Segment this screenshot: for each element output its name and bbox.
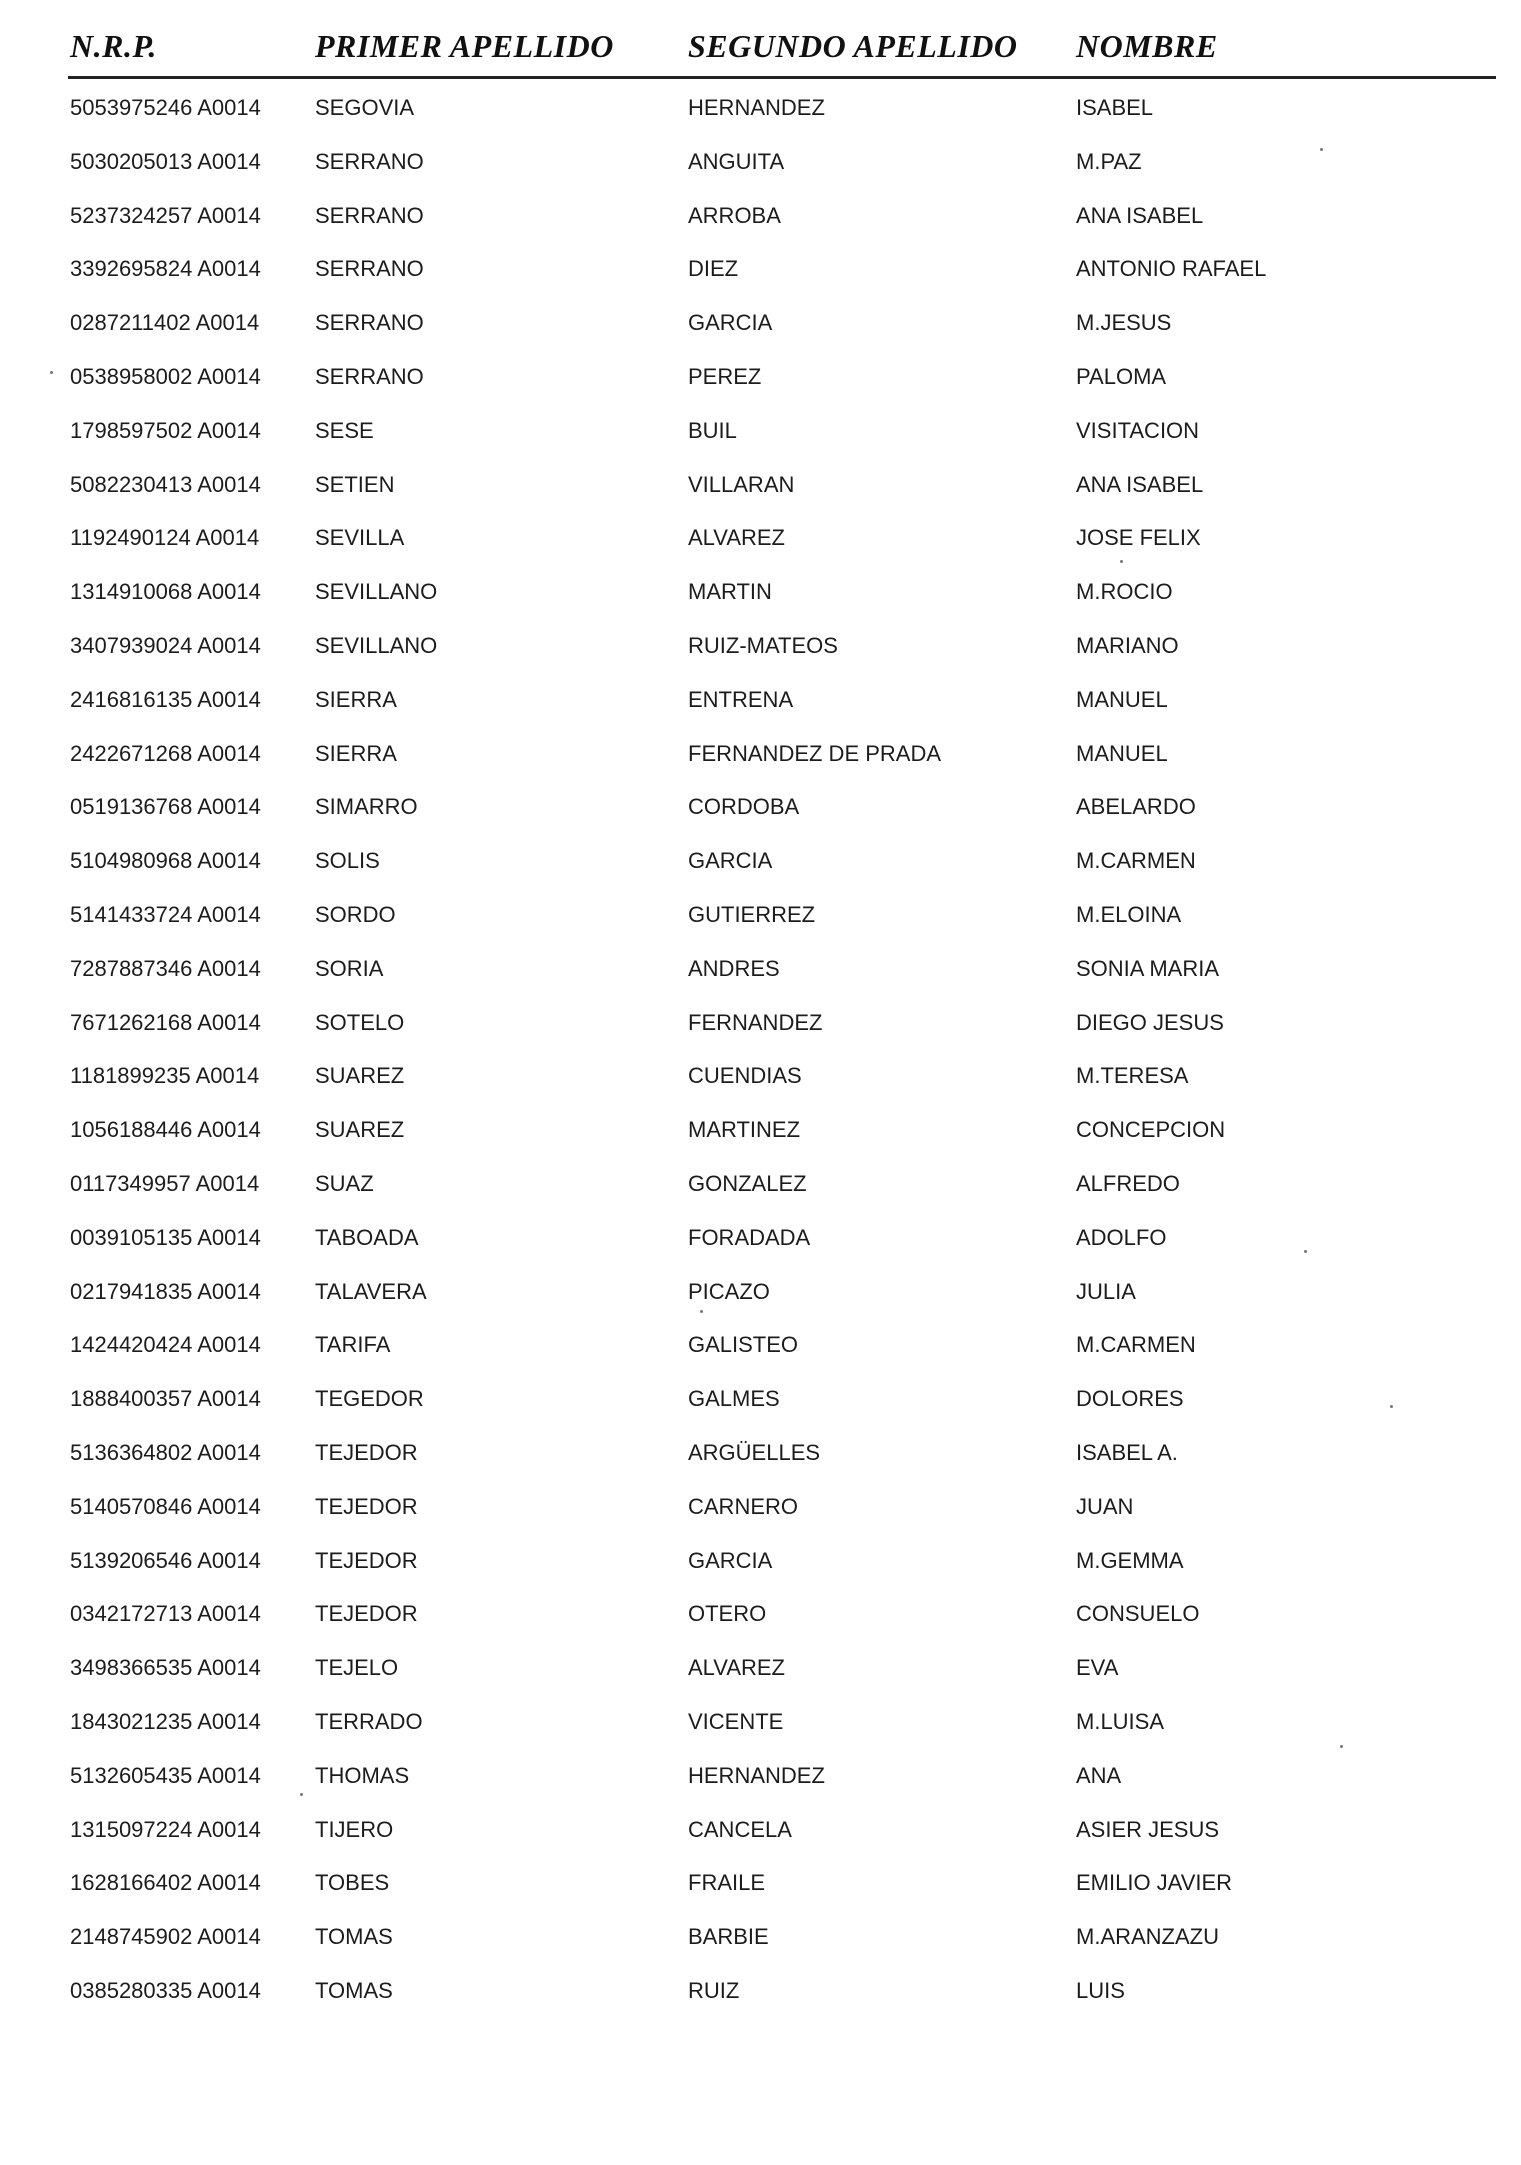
table-row — [0, 1056, 1521, 1096]
cell-segundo-apellido: GONZALEZ — [688, 1171, 807, 1196]
cell-nombre: LUIS — [1076, 1978, 1125, 2003]
cell-primer-apellido: SEVILLANO — [315, 633, 438, 658]
cell-segundo-apellido: FRAILE — [688, 1870, 766, 1895]
cell-primer-apellido: TEJEDOR — [315, 1494, 418, 1519]
table-row — [0, 949, 1521, 989]
cell-primer-apellido: TEJELO — [315, 1655, 399, 1680]
cell-nrp: 5104980968 A0014 — [70, 848, 261, 873]
cell-nrp: 5139206546 A0014 — [70, 1548, 261, 1573]
cell-nrp: 2148745902 A0014 — [70, 1924, 261, 1949]
cell-nrp: 5136364802 A0014 — [70, 1440, 261, 1465]
cell-nrp: 0117349957 A0014 — [70, 1171, 260, 1196]
table-row — [0, 1218, 1521, 1258]
cell-primer-apellido: SOLIS — [315, 848, 380, 873]
cell-nrp: 7671262168 A0014 — [70, 1010, 261, 1035]
table-row — [0, 1863, 1521, 1903]
cell-primer-apellido: THOMAS — [315, 1763, 410, 1788]
scan-speck — [300, 1793, 303, 1796]
cell-nombre: ANA — [1076, 1763, 1122, 1788]
cell-nrp: 2416816135 A0014 — [70, 687, 261, 712]
cell-nombre: M.CARMEN — [1076, 848, 1196, 873]
cell-primer-apellido: SUAZ — [315, 1171, 374, 1196]
cell-nombre: M.JESUS — [1076, 310, 1172, 335]
cell-nrp: 1628166402 A0014 — [70, 1870, 261, 1895]
table-row — [0, 734, 1521, 774]
table-row — [0, 1971, 1521, 2011]
cell-segundo-apellido: ANGUITA — [688, 149, 785, 174]
table-row — [0, 1702, 1521, 1742]
cell-segundo-apellido: GALISTEO — [688, 1332, 799, 1357]
cell-segundo-apellido: ALVAREZ — [688, 525, 785, 550]
cell-primer-apellido: SESE — [315, 418, 374, 443]
table-row — [0, 1756, 1521, 1796]
cell-segundo-apellido: GUTIERREZ — [688, 902, 816, 927]
cell-nombre: ISABEL — [1076, 95, 1154, 120]
cell-nrp: 1798597502 A0014 — [70, 418, 261, 443]
cell-nrp: 0217941835 A0014 — [70, 1279, 261, 1304]
cell-nombre: JOSE FELIX — [1076, 525, 1201, 550]
cell-segundo-apellido: GARCIA — [688, 848, 773, 873]
cell-primer-apellido: SETIEN — [315, 472, 395, 497]
cell-nrp: 1181899235 A0014 — [70, 1063, 260, 1088]
table-row — [0, 518, 1521, 558]
cell-segundo-apellido: VICENTE — [688, 1709, 784, 1734]
cell-nombre: JUAN — [1076, 1494, 1134, 1519]
cell-primer-apellido: SEGOVIA — [315, 95, 415, 120]
cell-nrp: 0342172713 A0014 — [70, 1601, 261, 1626]
cell-nrp: 0519136768 A0014 — [70, 794, 261, 819]
cell-nombre: ANA ISABEL — [1076, 472, 1204, 497]
cell-primer-apellido: TEGEDOR — [315, 1386, 424, 1411]
cell-nrp: 1315097224 A0014 — [70, 1817, 261, 1842]
cell-primer-apellido: TERRADO — [315, 1709, 423, 1734]
cell-nombre: ASIER JESUS — [1076, 1817, 1220, 1842]
cell-segundo-apellido: OTERO — [688, 1601, 767, 1626]
table-row — [0, 787, 1521, 827]
cell-primer-apellido: SERRANO — [315, 203, 424, 228]
table-row — [0, 1648, 1521, 1688]
cell-primer-apellido: TARIFA — [315, 1332, 391, 1357]
cell-primer-apellido: SIERRA — [315, 687, 397, 712]
cell-nrp: 5082230413 A0014 — [70, 472, 261, 497]
cell-primer-apellido: TALAVERA — [315, 1279, 427, 1304]
cell-nrp: 5141433724 A0014 — [70, 902, 261, 927]
cell-nombre: DOLORES — [1076, 1386, 1184, 1411]
cell-primer-apellido: SOTELO — [315, 1010, 405, 1035]
cell-nrp: 3392695824 A0014 — [70, 256, 261, 281]
cell-nrp: 5030205013 A0014 — [70, 149, 261, 174]
cell-segundo-apellido: VILLARAN — [688, 472, 795, 497]
cell-nombre: VISITACION — [1076, 418, 1200, 443]
scan-speck — [1120, 560, 1123, 563]
table-row — [0, 1541, 1521, 1581]
cell-segundo-apellido: PICAZO — [688, 1279, 770, 1304]
cell-primer-apellido: SERRANO — [315, 149, 424, 174]
cell-nrp: 0538958002 A0014 — [70, 364, 261, 389]
cell-segundo-apellido: FERNANDEZ — [688, 1010, 823, 1035]
scan-speck — [1390, 1405, 1393, 1408]
cell-nrp: 3407939024 A0014 — [70, 633, 261, 658]
cell-segundo-apellido: PEREZ — [688, 364, 762, 389]
cell-primer-apellido: SERRANO — [315, 310, 424, 335]
table-row — [0, 142, 1521, 182]
cell-nrp: 1424420424 A0014 — [70, 1332, 261, 1357]
cell-nrp: 0039105135 A0014 — [70, 1225, 261, 1250]
cell-nombre: MANUEL — [1076, 741, 1168, 766]
scan-speck — [50, 371, 53, 374]
scan-speck — [1320, 148, 1323, 151]
cell-nombre: M.CARMEN — [1076, 1332, 1196, 1357]
cell-segundo-apellido: ARROBA — [688, 203, 781, 228]
cell-primer-apellido: TEJEDOR — [315, 1440, 418, 1465]
cell-primer-apellido: SERRANO — [315, 364, 424, 389]
header-segundo-apellido: SEGUNDO APELLIDO — [688, 28, 1018, 64]
cell-segundo-apellido: ENTRENA — [688, 687, 794, 712]
cell-nrp: 5237324257 A0014 — [70, 203, 261, 228]
table-row — [0, 1487, 1521, 1527]
table-row — [0, 895, 1521, 935]
table-row — [0, 1917, 1521, 1957]
cell-segundo-apellido: MARTIN — [688, 579, 772, 604]
cell-nrp: 1314910068 A0014 — [70, 579, 261, 604]
cell-nrp: 2422671268 A0014 — [70, 741, 261, 766]
table-row — [0, 303, 1521, 343]
cell-nombre: M.PAZ — [1076, 149, 1142, 174]
cell-nombre: M.ROCIO — [1076, 579, 1173, 604]
cell-primer-apellido: SORDO — [315, 902, 396, 927]
cell-nrp: 0385280335 A0014 — [70, 1978, 261, 2003]
table-row — [0, 841, 1521, 881]
cell-primer-apellido: SEVILLA — [315, 525, 405, 550]
cell-primer-apellido: TIJERO — [315, 1817, 394, 1842]
cell-segundo-apellido: ANDRES — [688, 956, 780, 981]
cell-nombre: EMILIO JAVIER — [1076, 1870, 1233, 1895]
cell-nombre: CONCEPCION — [1076, 1117, 1226, 1142]
table-row — [0, 1110, 1521, 1150]
cell-primer-apellido: SUAREZ — [315, 1117, 405, 1142]
cell-primer-apellido: SIERRA — [315, 741, 397, 766]
table-row — [0, 196, 1521, 236]
cell-nrp: 3498366535 A0014 — [70, 1655, 261, 1680]
table-row — [0, 572, 1521, 612]
cell-primer-apellido: TABOADA — [315, 1225, 419, 1250]
cell-nombre: DIEGO JESUS — [1076, 1010, 1224, 1035]
cell-segundo-apellido: GARCIA — [688, 310, 773, 335]
cell-segundo-apellido: MARTINEZ — [688, 1117, 801, 1142]
cell-nombre: ADOLFO — [1076, 1225, 1167, 1250]
table-row — [0, 411, 1521, 451]
cell-segundo-apellido: HERNANDEZ — [688, 95, 825, 120]
table-row — [0, 88, 1521, 128]
cell-segundo-apellido: ARGÜELLES — [688, 1440, 821, 1465]
table-row — [0, 1272, 1521, 1312]
cell-segundo-apellido: BUIL — [688, 418, 737, 443]
cell-primer-apellido: TOMAS — [315, 1924, 393, 1949]
cell-nrp: 5140570846 A0014 — [70, 1494, 261, 1519]
table-row — [0, 680, 1521, 720]
cell-nrp: 1192490124 A0014 — [70, 525, 260, 550]
table-row — [0, 1810, 1521, 1850]
cell-nombre: ABELARDO — [1076, 794, 1196, 819]
cell-nombre: M.ARANZAZU — [1076, 1924, 1219, 1949]
table-row — [0, 1164, 1521, 1204]
cell-primer-apellido: SORIA — [315, 956, 384, 981]
cell-segundo-apellido: CORDOBA — [688, 794, 800, 819]
table-header — [0, 28, 1521, 72]
table-row — [0, 357, 1521, 397]
cell-segundo-apellido: HERNANDEZ — [688, 1763, 825, 1788]
header-divider — [68, 76, 1496, 79]
table-row — [0, 1325, 1521, 1365]
cell-nrp: 5053975246 A0014 — [70, 95, 261, 120]
header-nombre: NOMBRE — [1076, 28, 1218, 64]
table-row — [0, 1003, 1521, 1043]
cell-nombre: ISABEL A. — [1076, 1440, 1178, 1465]
cell-primer-apellido: SIMARRO — [315, 794, 418, 819]
cell-segundo-apellido: FORADADA — [688, 1225, 811, 1250]
cell-nrp: 1888400357 A0014 — [70, 1386, 261, 1411]
cell-nrp: 5132605435 A0014 — [70, 1763, 261, 1788]
cell-primer-apellido: SUAREZ — [315, 1063, 405, 1088]
cell-segundo-apellido: CUENDIAS — [688, 1063, 802, 1088]
cell-nrp: 1056188446 A0014 — [70, 1117, 261, 1142]
cell-primer-apellido: TEJEDOR — [315, 1548, 418, 1573]
cell-segundo-apellido: RUIZ — [688, 1978, 740, 2003]
table-row — [0, 1379, 1521, 1419]
scan-speck — [700, 1310, 703, 1313]
cell-primer-apellido: TEJEDOR — [315, 1601, 418, 1626]
cell-nombre: CONSUELO — [1076, 1601, 1200, 1626]
cell-nombre: M.GEMMA — [1076, 1548, 1184, 1573]
header-primer-apellido: PRIMER APELLIDO — [315, 28, 614, 64]
cell-segundo-apellido: BARBIE — [688, 1924, 769, 1949]
cell-segundo-apellido: DIEZ — [688, 256, 739, 281]
cell-segundo-apellido: GALMES — [688, 1386, 780, 1411]
cell-nrp: 1843021235 A0014 — [70, 1709, 261, 1734]
cell-nombre: ANTONIO RAFAEL — [1076, 256, 1267, 281]
header-nrp: N.R.P. — [70, 28, 157, 64]
cell-nombre: PALOMA — [1076, 364, 1167, 389]
cell-nombre: M.TERESA — [1076, 1063, 1189, 1088]
cell-nombre: MARIANO — [1076, 633, 1179, 658]
cell-segundo-apellido: CANCELA — [688, 1817, 792, 1842]
cell-primer-apellido: TOMAS — [315, 1978, 393, 2003]
cell-nombre: ANA ISABEL — [1076, 203, 1204, 228]
cell-segundo-apellido: FERNANDEZ DE PRADA — [688, 741, 942, 766]
cell-segundo-apellido: ALVAREZ — [688, 1655, 785, 1680]
cell-primer-apellido: TOBES — [315, 1870, 390, 1895]
table-row — [0, 626, 1521, 666]
cell-segundo-apellido: RUIZ-MATEOS — [688, 633, 838, 658]
table-row — [0, 1433, 1521, 1473]
cell-nrp: 7287887346 A0014 — [70, 956, 261, 981]
scan-speck — [1304, 1250, 1307, 1253]
cell-nombre: JULIA — [1076, 1279, 1136, 1304]
cell-primer-apellido: SERRANO — [315, 256, 424, 281]
cell-nombre: ALFREDO — [1076, 1171, 1180, 1196]
cell-nombre: M.LUISA — [1076, 1709, 1165, 1734]
cell-segundo-apellido: CARNERO — [688, 1494, 799, 1519]
cell-nombre: EVA — [1076, 1655, 1119, 1680]
cell-nrp: 0287211402 A0014 — [70, 310, 260, 335]
cell-nombre: SONIA MARIA — [1076, 956, 1220, 981]
cell-nombre: M.ELOINA — [1076, 902, 1182, 927]
table-row — [0, 1594, 1521, 1634]
cell-segundo-apellido: GARCIA — [688, 1548, 773, 1573]
scan-speck — [1340, 1745, 1343, 1748]
cell-nombre: MANUEL — [1076, 687, 1168, 712]
cell-primer-apellido: SEVILLANO — [315, 579, 438, 604]
table-row — [0, 465, 1521, 505]
table-row — [0, 249, 1521, 289]
